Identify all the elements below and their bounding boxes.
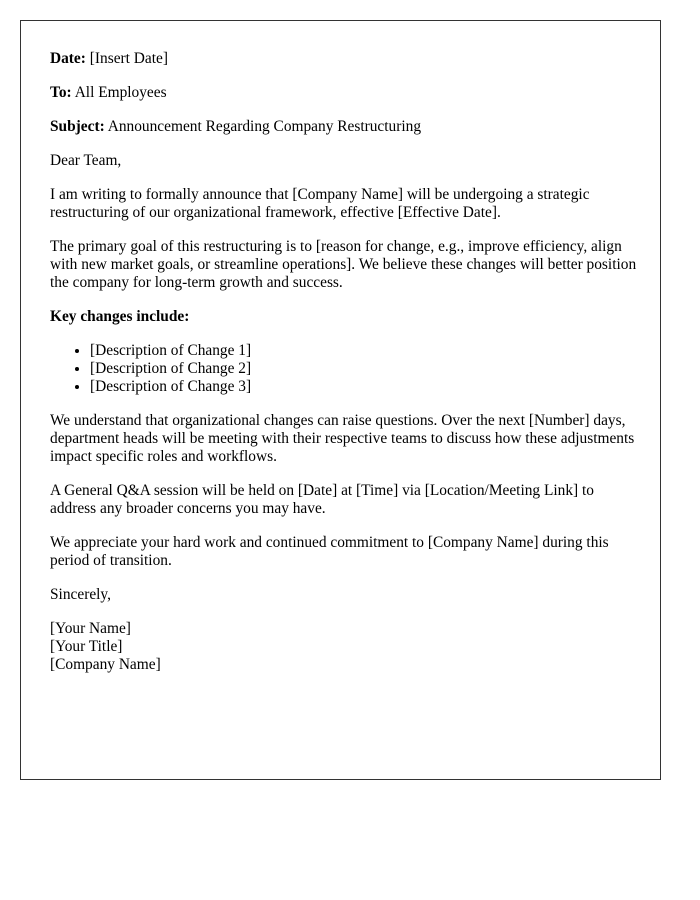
letter-content: [50, 50, 640, 690]
list-item: • [Description of Change 2]: [90, 360, 640, 378]
intro-paragraph: I am writing to formally announce that [Company Name] will be undergoing a strategic restructuring of our organizational framework, effective [Effective Date].: [50, 186, 590, 221]
salutation: Dear Team,: [50, 152, 122, 169]
list-item: • [Description of Change 3]: [90, 378, 640, 396]
key-changes-list: [50, 342, 640, 396]
date-value: [Insert Date]: [89, 50, 168, 67]
signer-company: [Company Name]: [50, 656, 161, 673]
subject-label: Subject:: [50, 118, 105, 135]
questions-paragraph: We understand that organizational changes can raise questions. Over the next [Number] days, department heads will be meeting with their respective teams to discuss how these adjustments impact specific roles and workflows.: [50, 412, 635, 465]
to-label: To:: [50, 84, 72, 101]
list-item: • [Description of Change 1]: [90, 342, 640, 360]
to-value: All Employees: [74, 84, 167, 101]
signature-block: [50, 620, 640, 674]
date-line: [50, 50, 640, 68]
letter-page: [20, 20, 661, 780]
signer-title: [Your Title]: [50, 638, 123, 655]
subject-value: Announcement Regarding Company Restructuring: [107, 118, 422, 135]
sign-off: Sincerely,: [50, 586, 111, 603]
key-changes-heading: Key changes include:: [50, 308, 190, 325]
appreciation-paragraph: We appreciate your hard work and continued commitment to [Company Name] during this period of transition.: [50, 534, 609, 569]
date-label: Date:: [50, 50, 86, 67]
qa-session-paragraph: A General Q&A session will be held on [Date] at [Time] via [Location/Meeting Link] to address any broader concerns you may have.: [50, 482, 594, 517]
to-line: [50, 84, 640, 102]
subject-line: [50, 118, 640, 136]
goal-paragraph: The primary goal of this restructuring is to [reason for change, e.g., improve efficiency, align with new market goals, or streamline operations]. We believe these changes will better position the company for long-term growth and success.: [50, 238, 637, 291]
signer-name: [Your Name]: [50, 620, 131, 637]
